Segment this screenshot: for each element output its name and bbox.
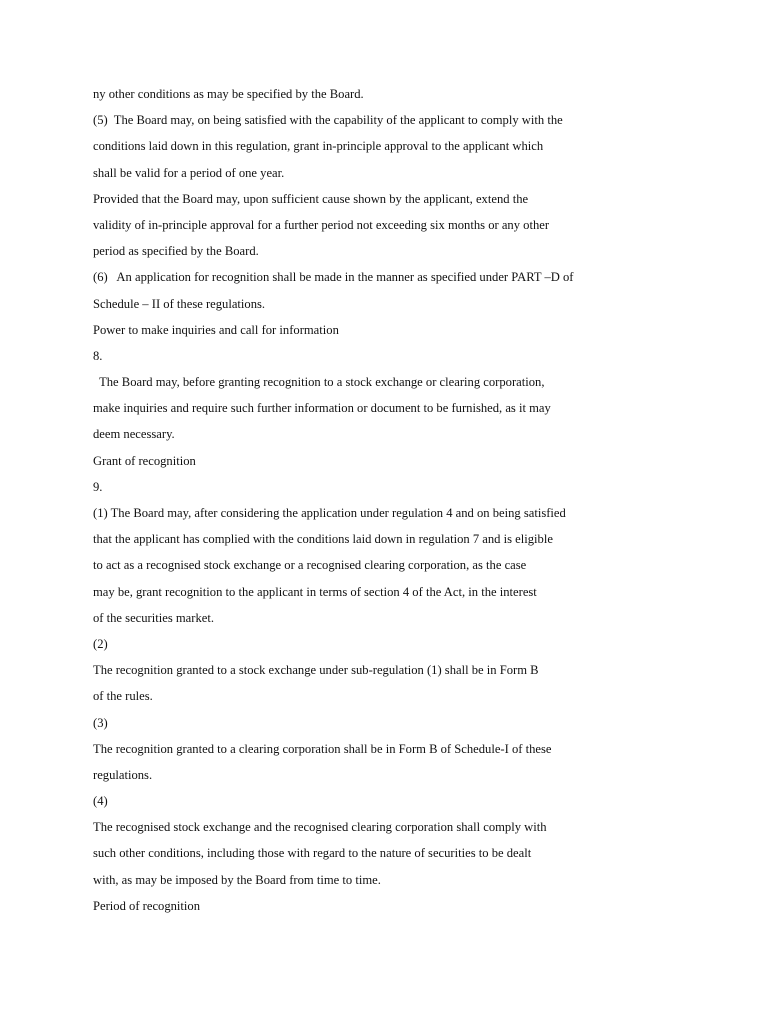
text-line: of the rules. — [93, 689, 153, 704]
section-heading: Period of recognition — [93, 898, 201, 913]
text-line: of the securities market. — [93, 610, 214, 625]
text-line: may be, grant recognition to the applicant in terms of section 4 of the Act, in the interest — [93, 584, 537, 599]
section-heading: Grant of recognition — [93, 453, 196, 468]
text-line: ny other conditions as may be specified by the Board. — [93, 87, 364, 101]
text-line: conditions laid down in this regulation, grant in-principle approval to the applicant which — [93, 139, 544, 154]
text-line: that the applicant has complied with the conditions laid down in regulation 7 and is eligible — [93, 532, 553, 547]
text-line: (1) The Board may, after considering the application under regulation 4 and on being satisfied — [93, 506, 566, 520]
clause-number: (2) — [93, 636, 108, 651]
text-line: deem necessary. — [93, 427, 175, 442]
section-number: 9. — [93, 479, 103, 494]
text-line: with, as may be imposed by the Board from time to time. — [93, 872, 381, 887]
section-heading: Power to make inquiries and call for information — [93, 322, 339, 337]
clause-number: (4) — [93, 794, 108, 809]
text-line: The recognition granted to a clearing corporation shall be in Form B of Schedule-I of these — [93, 741, 552, 756]
text-line: The Board may, before granting recognition to a stock exchange or clearing corporation, — [93, 375, 545, 390]
text-line: The recognition granted to a stock exchange under sub-regulation (1) shall be in Form B — [93, 663, 539, 678]
section-number: 8. — [93, 348, 103, 363]
document-body — [93, 85, 713, 923]
text-line: (5) The Board may, on being satisfied with the capability of the applicant to comply with the — [93, 113, 563, 128]
text-line: The recognised stock exchange and the recognised clearing corporation shall comply with — [93, 820, 547, 835]
text-line: Schedule – II of these regulations. — [93, 296, 266, 311]
text-line: Provided that the Board may, upon sufficient cause shown by the applicant, extend the — [93, 191, 529, 206]
text-line: regulations. — [93, 767, 153, 782]
text-line: shall be valid for a period of one year. — [93, 165, 285, 180]
text-line: make inquiries and require such further information or document to be furnished, as it may — [93, 401, 551, 416]
text-line: (6) An application for recognition shall be made in the manner as specified under PART –D of — [93, 270, 574, 285]
clause-number: (3) — [93, 715, 108, 730]
text-line: validity of in-principle approval for a further period not exceeding six months or any other — [93, 217, 550, 232]
text-line: such other conditions, including those with regard to the nature of securities to be dealt — [93, 846, 532, 861]
text-line: to act as a recognised stock exchange or a recognised clearing corporation, as the case — [93, 558, 527, 573]
text-line: period as specified by the Board. — [93, 244, 259, 259]
